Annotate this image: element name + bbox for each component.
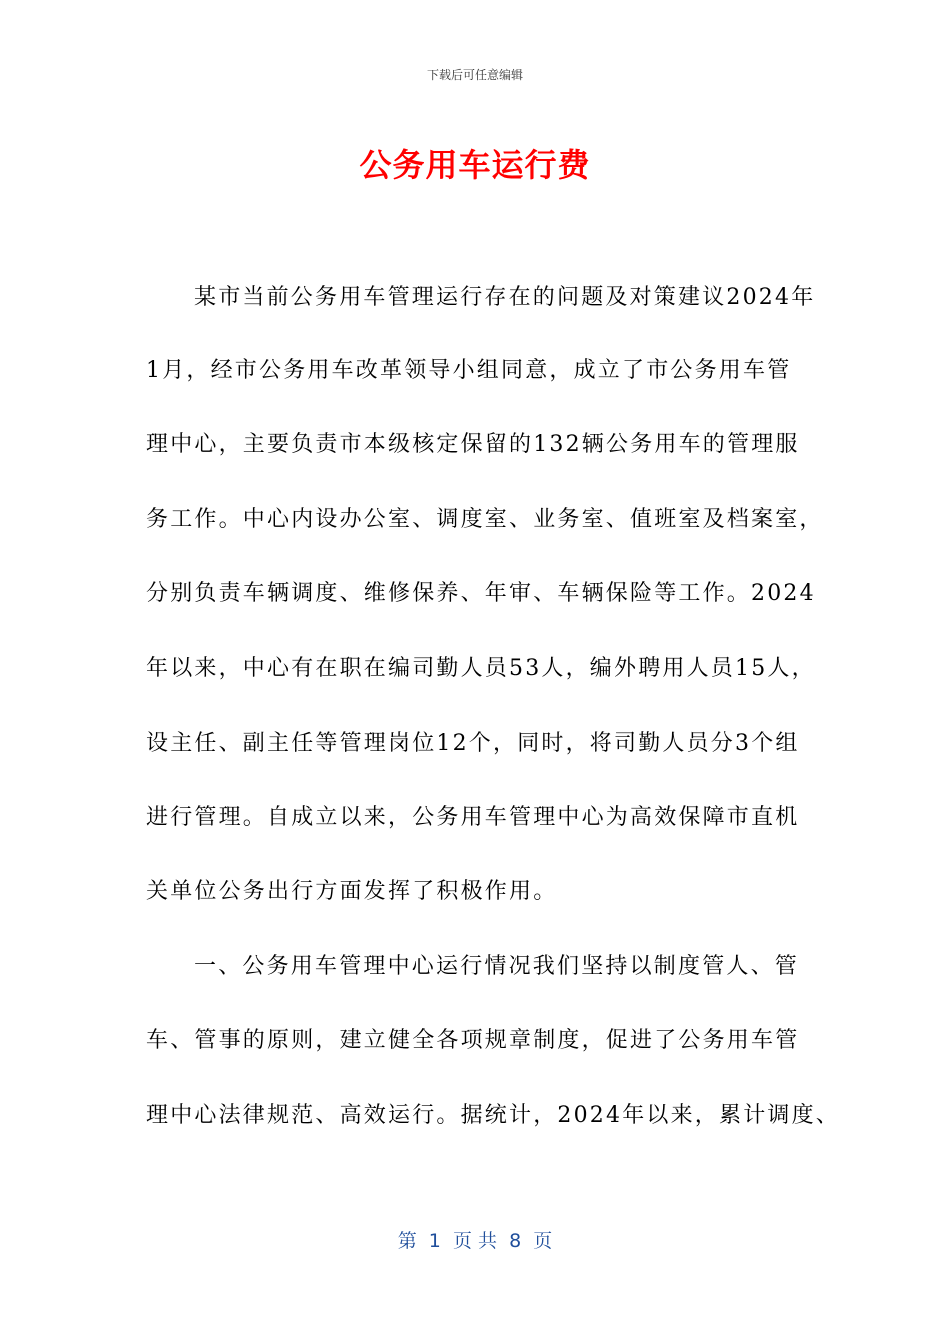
paragraph-line-2: 1月，经市公务用车改革领导小组同意，成立了市公务用车管 <box>146 358 792 383</box>
document-title: 公务用车运行费 <box>359 146 591 184</box>
paragraph-line-5: 分别负责车辆调度、维修保养、年审、车辆保险等工作。2024 <box>146 581 816 606</box>
paragraph-line-12: 理中心法律规范、高效运行。据统计，2024年以来，累计调度、 <box>146 1103 840 1128</box>
paragraph-line-9: 关单位公务出行方面发挥了积极作用。 <box>146 879 558 904</box>
paragraph-line-3: 理中心，主要负责市本级核定保留的132辆公务用车的管理服 <box>146 432 800 457</box>
page-number-footer: 第 1 页 共 8 页 <box>397 1230 553 1252</box>
paragraph-line-10: 一、公务用车管理中心运行情况我们坚持以制度管人、管 <box>194 954 800 979</box>
paragraph-line-11: 车、管事的原则，建立健全各项规章制度，促进了公务用车管 <box>146 1028 800 1053</box>
paragraph-line-1: 某市当前公务用车管理运行存在的问题及对策建议2024年 <box>194 285 816 310</box>
paragraph-line-7: 设主任、副主任等管理岗位12个，同时，将司勤人员分3个组 <box>146 731 800 756</box>
paragraph-line-6: 年以来，中心有在职在编司勤人员53人，编外聘用人员15人， <box>146 656 816 681</box>
header-note: 下载后可任意编辑 <box>426 68 523 82</box>
paragraph-line-4: 务工作。中心内设办公室、调度室、业务室、值班室及档案室， <box>146 507 824 532</box>
paragraph-line-8: 进行管理。自成立以来，公务用车管理中心为高效保障市直机 <box>146 805 800 830</box>
